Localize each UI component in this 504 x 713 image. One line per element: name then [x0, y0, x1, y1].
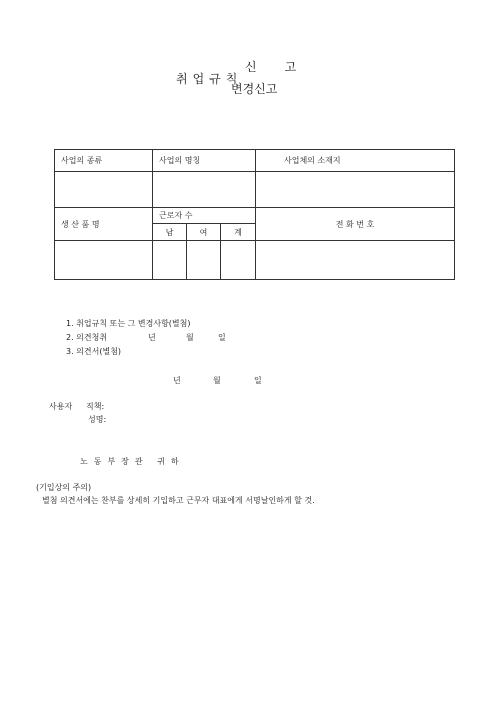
input-business-name[interactable]	[153, 172, 256, 208]
input-male-count[interactable]	[153, 241, 187, 280]
employer-label: 사용자	[49, 402, 73, 411]
submit-date-month: 월	[213, 376, 221, 385]
input-business-type[interactable]	[55, 172, 153, 208]
hearing-date-month: 월	[186, 333, 194, 342]
input-female-count[interactable]	[187, 241, 221, 280]
input-total-count[interactable]	[221, 241, 256, 280]
submit-date-day: 일	[254, 376, 262, 385]
label-phone-number: 전 화 번 호	[256, 208, 455, 241]
header-business-name: 사업의 명칭	[153, 150, 256, 172]
attachment-item-1: 1. 취업규칙 또는 그 변경사항(별첨)	[66, 319, 191, 328]
input-product-name[interactable]	[55, 241, 153, 280]
title-option-report	[245, 58, 296, 75]
attachment-item-2-label: 2. 의견청취	[66, 333, 108, 342]
title-option-char-2: 고	[284, 60, 297, 74]
header-business-location: 사업체의 소재지	[256, 150, 455, 172]
notes-title: (기입상의 주의)	[36, 483, 92, 492]
employer-name-label: 성명:	[88, 415, 107, 424]
input-phone-number[interactable]	[256, 241, 455, 280]
input-business-location[interactable]	[256, 172, 455, 208]
label-worker-count: 근로자 수	[153, 208, 256, 224]
header-business-type: 사업의 종류	[55, 150, 153, 172]
employer-position-label: 직책:	[86, 402, 105, 411]
title-option-char-1: 신	[245, 60, 257, 74]
business-info-table	[54, 149, 455, 280]
label-male: 남	[153, 224, 187, 241]
submit-date-year: 년	[173, 376, 181, 385]
recipient: 노동부장관 귀하	[80, 457, 185, 466]
notes-text: 별첨 의견서에는 찬부를 상세히 기입하고 근무자 대표에게 서명날인하게 할 것.	[42, 496, 315, 505]
attachment-item-3: 3. 의견서(별첨)	[66, 347, 122, 356]
hearing-date-year: 년	[148, 333, 156, 342]
label-female: 여	[187, 224, 221, 241]
label-total: 계	[221, 224, 256, 241]
form-title: 취업규칙	[176, 72, 243, 86]
label-product-name: 생 산 품 명	[55, 208, 153, 241]
title-option-change-report: 변경신고	[231, 82, 278, 96]
attachment-item-2	[66, 332, 107, 343]
hearing-date-day: 일	[218, 333, 226, 342]
